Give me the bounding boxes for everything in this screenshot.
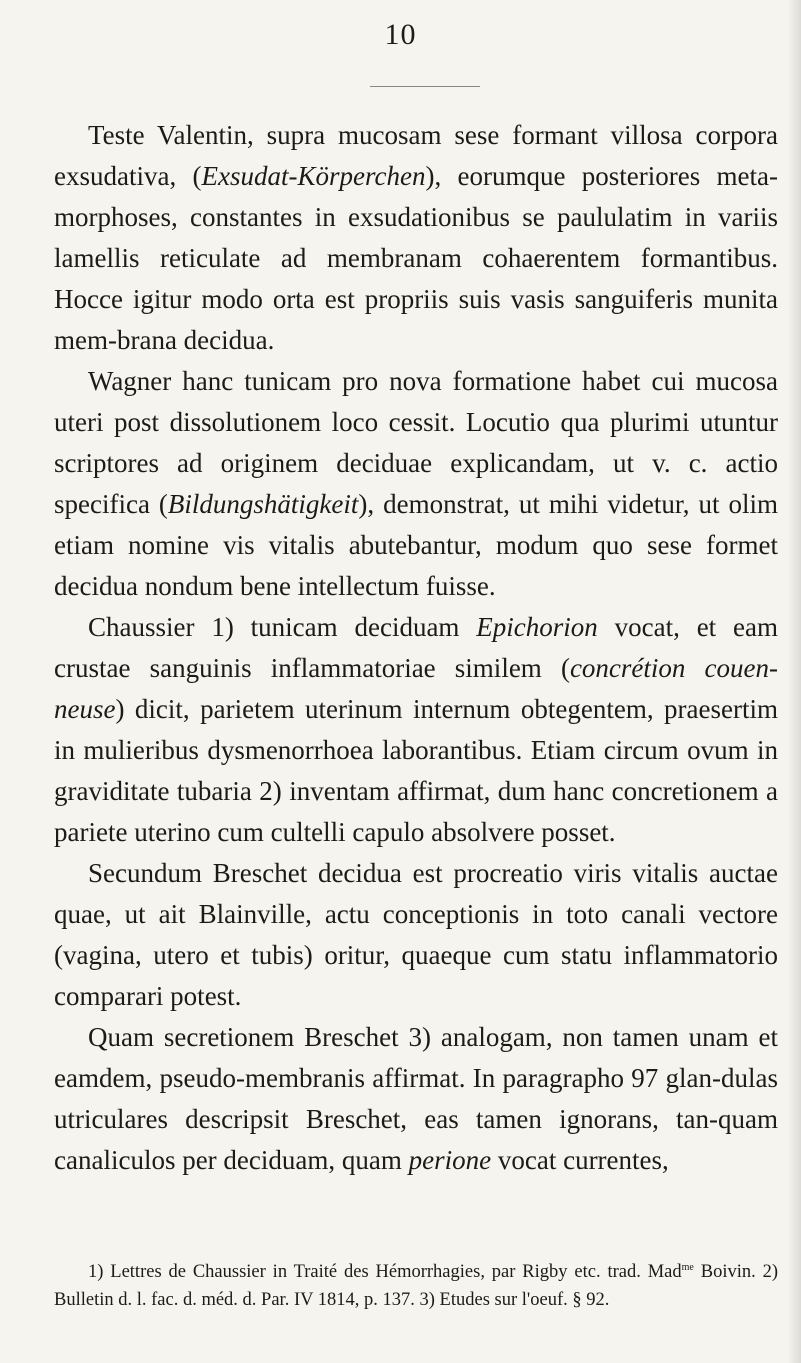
p3-text-3: ) dicit, parietem uterinum internum obtegentem, praesertim in mulieribus dysmenorrhoea laborantibus. Etiam circum ovum in graviditate tubaria 2) inventam affirmat, dum hanc concretionem a pariete uterino cum cultelli capulo absolvere posset.	[54, 694, 778, 847]
p2-text-2: ), demonstrat, ut mihi videtur, ut olim etiam nomine vis vitalis abutebantur, modum quo sese formet decidua nondum bene intellectum fuisse.	[54, 489, 778, 601]
p1-term-exsudat: Exsudat-Körperchen	[201, 161, 426, 191]
p2-term-bildung: Bildungshätigkeit	[167, 489, 359, 519]
paragraph-1	[54, 115, 778, 361]
p1-text-2: ), eorumque posteriores meta-morphoses, constantes in exsudationibus se paululatim in variis lamellis reticulate ad membranam cohaerentem formantibus. Hocce igitur modo orta est propriis suis vasis sanguiferis munita mem-brana decidua.	[54, 161, 779, 355]
p2-text-1: Wagner hanc tunicam pro nova formatione habet cui mucosa uteri post dissolutionem loco cessit. Locutio qua plurimi utuntur scriptores ad originem deciduae explicandam, ut v. c. actio specifica (	[54, 366, 778, 519]
paragraph-4	[54, 853, 778, 1017]
footnotes	[54, 1258, 778, 1314]
p4-text-1: Secundum Breschet decidua est procreatio viris vitalis auctae quae, ut ait Blainville, actu conceptionis in toto canali vectore (vagina, utero et tubis) oritur, quaeque cum statu inflammatorio comparari potest.	[54, 858, 778, 1011]
footnote-superscript: me	[681, 1261, 694, 1273]
footnote-text-2: Boivin. 2) Bulletin d. l. fac. d. méd. d. Par. IV 1814, p. 137. 3) Etudes sur l'oeuf. § 92.	[54, 1262, 779, 1310]
p5-term-perione: perione	[408, 1145, 492, 1175]
paragraph-5	[54, 1017, 778, 1181]
body-text	[54, 115, 778, 1181]
p3-text-1: Chaussier 1) tunicam deciduam	[88, 612, 477, 642]
p3-text-2: vocat, et eam crustae sanguinis inflammatoriae similem (	[54, 612, 778, 683]
header-rule	[370, 86, 480, 87]
p3-term-epichorion: Epichorion	[476, 612, 598, 642]
p1-text-1: Teste Valentin, supra mucosam sese formant villosa corpora exsudativa, (	[54, 120, 778, 191]
footnote-block	[54, 1258, 778, 1314]
p5-text-2: vocat currentes,	[491, 1145, 669, 1175]
paragraph-3	[54, 607, 778, 853]
p5-text-1: Quam secretionem Breschet 3) analogam, non tamen unam et eamdem, pseudo-membranis affirmat. In paragrapho 97 glan-dulas utriculares descripsit Breschet, eas tamen ignorans, tan-quam canaliculos per deciduam, quam	[54, 1022, 778, 1175]
page-number: 10	[384, 18, 417, 51]
paragraph-2	[54, 361, 778, 607]
page-edge-shadow	[787, 0, 801, 1363]
footnote-text-1: 1) Lettres de Chaussier in Traité des Hémorrhagies, par Rigby etc. trad. Mad	[88, 1262, 682, 1282]
p3-term-concretion: concrétion couen-neuse	[54, 653, 778, 724]
